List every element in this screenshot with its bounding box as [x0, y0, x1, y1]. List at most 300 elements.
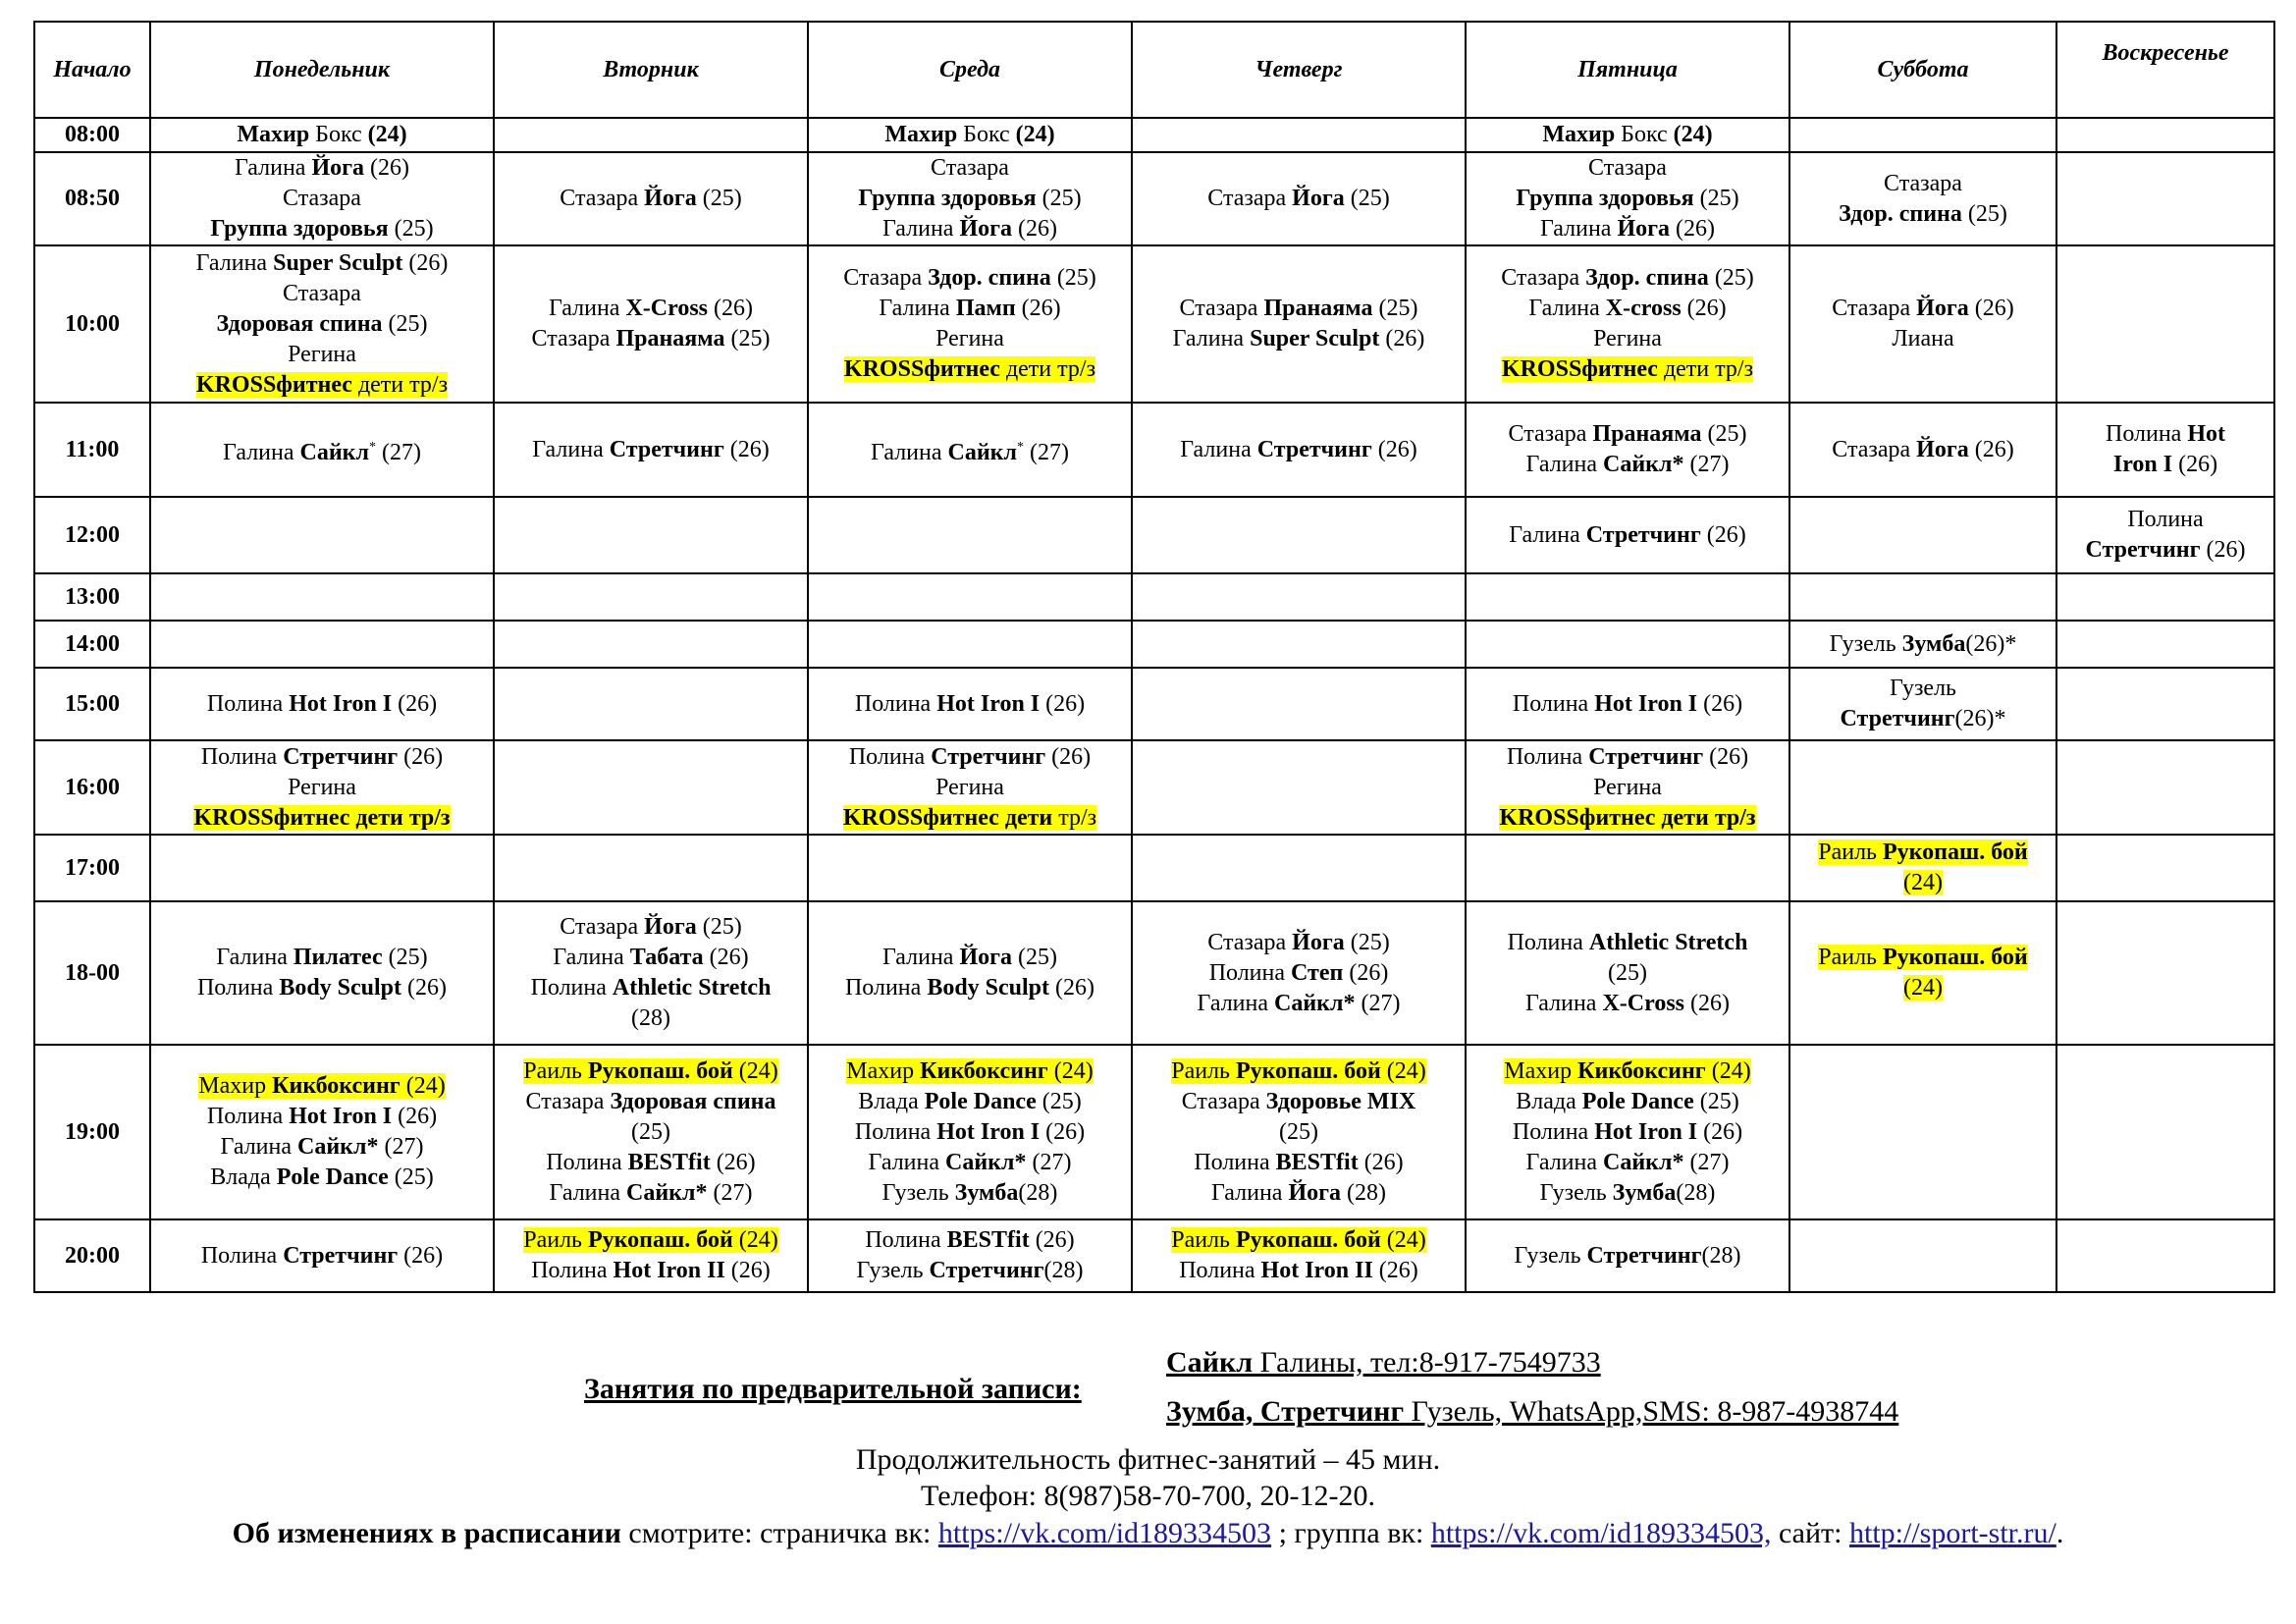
class-line	[1139, 958, 1459, 989]
zumba-booking-line	[1166, 1395, 1898, 1429]
class-line	[815, 1087, 1125, 1117]
class-text: Влада	[1516, 1088, 1582, 1114]
schedule-row	[34, 740, 2274, 835]
class-line	[501, 1056, 801, 1087]
class-name: Pole Dance	[1581, 1088, 1694, 1114]
time-cell: 16:00	[34, 740, 150, 835]
time-cell: 11:00	[34, 403, 150, 497]
class-name: Группа здоровья	[1516, 186, 1694, 211]
class-cell-monday	[150, 152, 494, 245]
changes-note: Об изменениях в расписании смотрите: страничка вк: https://vk.com/id189334503 ; группа вк: https://vk.com/id189334503, сайт: http://sport-str.ru/.	[232, 1517, 2064, 1549]
class-line	[157, 689, 487, 720]
schedule-row	[34, 152, 2274, 245]
class-cell-thursday	[1132, 403, 1466, 497]
class-text: Раиль	[523, 1227, 588, 1253]
class-cell-wednesday	[808, 1045, 1132, 1219]
class-text: (26)	[1697, 1118, 1743, 1145]
class-text: (25)	[696, 186, 742, 211]
class-cell-monday	[150, 497, 494, 573]
class-line	[2063, 535, 2268, 566]
class-name: Здор. спина	[1839, 200, 1962, 227]
class-name: Группа здоровья	[858, 186, 1037, 211]
class-text: (25)	[631, 1118, 670, 1145]
class-text: Галина	[871, 439, 948, 465]
class-name: Кикбоксинг	[1577, 1057, 1706, 1084]
class-text: Полина	[200, 1242, 284, 1269]
class-name: Athletic Stretch	[612, 975, 772, 1001]
class-text: Стазара	[525, 1088, 611, 1114]
class-line	[815, 1148, 1125, 1178]
class-line	[815, 263, 1125, 294]
class-cell-saturday	[1789, 1219, 2056, 1292]
class-name: Стретчинг	[1585, 521, 1701, 548]
class-cell-thursday	[1132, 152, 1466, 245]
class-cell-friday	[1466, 621, 1789, 668]
class-line	[157, 214, 487, 244]
class-cell-friday	[1466, 497, 1789, 573]
class-cell-thursday	[1132, 621, 1466, 668]
class-line	[1796, 943, 2050, 973]
class-text: Раиль	[1818, 839, 1883, 865]
class-text: Полина	[2127, 507, 2204, 532]
class-cell-tuesday	[494, 1045, 808, 1219]
class-name: Сайкл*	[626, 1179, 708, 1206]
class-line	[1472, 214, 1783, 244]
class-name: Pole Dance	[924, 1088, 1037, 1114]
class-text: (25)	[1708, 265, 1754, 291]
class-text: (24)	[1903, 975, 1943, 1001]
class-name: Здор. спина	[928, 265, 1051, 291]
class-text: (25)	[696, 914, 742, 940]
class-name: Здоровая спина	[216, 310, 383, 337]
class-text: Бокс	[957, 122, 1016, 147]
class-text: Гузель	[1539, 1179, 1613, 1206]
class-cell-tuesday	[494, 573, 808, 621]
class-line	[157, 1132, 487, 1163]
class-text: (26)	[2172, 452, 2218, 477]
class-line	[501, 184, 801, 214]
class-line	[501, 912, 801, 943]
class-name: Йога	[1916, 436, 1969, 462]
class-text: (26)	[1703, 743, 1749, 770]
class-text: Стазара	[1884, 170, 1962, 196]
class-name: Hot Iron I	[289, 690, 393, 717]
class-line	[157, 1241, 487, 1272]
header-day-wednesday: Среда	[808, 22, 1132, 118]
class-name: Рукопаш. бой	[588, 1227, 733, 1253]
class-line	[815, 773, 1125, 803]
class-cell-tuesday	[494, 668, 808, 740]
class-line	[1139, 928, 1459, 958]
class-text: Галина	[868, 1149, 946, 1175]
class-line	[1796, 324, 2050, 354]
class-name: Йога	[311, 155, 365, 181]
schedule-row	[34, 403, 2274, 497]
class-text: (26)	[1684, 990, 1730, 1016]
class-name: BESTfit	[946, 1227, 1030, 1253]
class-name: Махир	[1542, 122, 1616, 147]
class-text: Галина	[879, 296, 956, 321]
class-line	[501, 943, 801, 973]
class-name: Махир	[884, 122, 958, 147]
class-cell-sunday	[2056, 621, 2274, 668]
class-name: Зумба	[954, 1179, 1019, 1206]
class-text: (24)	[732, 1057, 778, 1084]
class-cell-thursday	[1132, 573, 1466, 621]
schedule-row	[34, 668, 2274, 740]
class-text: Раиль	[1171, 1057, 1236, 1084]
class-text: Стазара	[1207, 186, 1293, 211]
class-text: (26)	[1700, 521, 1746, 548]
class-cell-monday	[150, 573, 494, 621]
class-text: Галина	[216, 945, 294, 970]
class-cell-saturday	[1789, 245, 2056, 403]
class-cell-saturday	[1789, 621, 2056, 668]
class-name: KROSSфитнес дети тр/з	[1499, 804, 1756, 831]
class-line	[815, 153, 1125, 184]
class-name: Кикбоксинг	[920, 1057, 1048, 1084]
class-cell-monday	[150, 403, 494, 497]
class-line	[815, 803, 1125, 834]
class-text: Галина	[1539, 216, 1618, 242]
class-line	[501, 1003, 801, 1034]
class-text: (27)	[1355, 990, 1401, 1016]
class-cell-wednesday	[808, 573, 1132, 621]
class-text: (28)	[1676, 1179, 1716, 1206]
class-text: Стазара	[1588, 155, 1667, 181]
class-cell-sunday	[2056, 497, 2274, 573]
class-cell-saturday	[1789, 835, 2056, 901]
class-text: (25)	[1012, 945, 1058, 970]
class-name: Здоровье MIX	[1265, 1088, 1416, 1114]
class-cell-tuesday	[494, 403, 808, 497]
class-text: дети тр/з	[1657, 356, 1754, 382]
header-day-friday: Пятница	[1466, 22, 1789, 118]
class-text: Полина	[1194, 1149, 1276, 1175]
class-name: Hot Iron I	[936, 690, 1041, 717]
class-cell-wednesday	[808, 835, 1132, 901]
class-text: (28)	[1701, 1242, 1741, 1269]
class-cell-wednesday	[808, 621, 1132, 668]
class-cell-wednesday	[808, 245, 1132, 403]
class-text: Полина	[1208, 959, 1292, 986]
class-text: Полина	[530, 975, 613, 1001]
class-line	[1472, 689, 1783, 720]
class-text: (25)	[1372, 296, 1418, 321]
class-text: (26)	[402, 249, 449, 276]
class-cell-thursday	[1132, 245, 1466, 403]
class-line	[157, 370, 487, 401]
class-line	[1796, 674, 2050, 704]
class-cell-tuesday	[494, 1219, 808, 1292]
class-name: Здоровая спина	[610, 1088, 776, 1114]
class-text: Полина	[206, 690, 290, 717]
class-line	[1472, 520, 1783, 551]
class-text: тр/з	[1052, 804, 1097, 831]
class-text: Стазара	[1179, 296, 1264, 321]
class-line	[1139, 294, 1459, 324]
class-name: Hot Iron II	[1260, 1258, 1373, 1283]
class-text: *	[1016, 439, 1024, 455]
class-text: (26)	[364, 155, 410, 181]
cycle-contact: Галины, тел:8-917-7549733	[1253, 1346, 1601, 1379]
class-text: (27)	[1683, 1149, 1730, 1175]
class-text: (26)	[392, 1104, 438, 1129]
vk-group-link[interactable]: https://vk.com/id189334503,	[1430, 1517, 1772, 1549]
schedule-row	[34, 573, 2274, 621]
class-line	[815, 1225, 1125, 1256]
class-cell-tuesday	[494, 901, 808, 1045]
class-text: Стазара	[843, 265, 929, 291]
class-cell-monday	[150, 245, 494, 403]
class-text: (26)*	[1965, 630, 2017, 657]
header-day-saturday: Суббота	[1789, 22, 2056, 118]
class-cell-saturday	[1789, 1045, 2056, 1219]
class-text: Регина	[288, 774, 356, 800]
class-text: (26)	[1697, 690, 1743, 717]
class-name: Йога	[644, 914, 697, 940]
class-text: Полина	[1507, 929, 1589, 955]
class-cell-sunday	[2056, 118, 2274, 152]
class-name: Hot Iron I	[936, 1118, 1041, 1145]
class-text: дети тр/з	[999, 356, 1096, 382]
class-cell-thursday	[1132, 1219, 1466, 1292]
class-text: Стазара	[1207, 929, 1293, 955]
class-name: Сайкл	[947, 439, 1017, 465]
class-name: Йога	[1916, 296, 1969, 321]
class-text: Полина	[1179, 1258, 1261, 1283]
class-text: (25)	[382, 310, 428, 337]
class-cell-friday	[1466, 403, 1789, 497]
class-line	[157, 153, 487, 184]
class-line	[501, 1178, 801, 1209]
class-text: (26)	[1040, 690, 1086, 717]
time-cell: 19:00	[34, 1045, 150, 1219]
class-text: дети тр/з	[351, 371, 449, 398]
time-cell: 18-00	[34, 901, 150, 1045]
class-line	[1139, 1087, 1459, 1117]
class-text: (25)	[1961, 200, 2007, 227]
class-name: Рукопаш. бой	[1236, 1227, 1381, 1253]
class-name: Йога	[959, 945, 1013, 970]
class-name: Рукопаш. бой	[1882, 839, 2028, 865]
class-cell-friday	[1466, 118, 1789, 152]
class-line	[815, 324, 1125, 354]
class-line	[157, 1071, 487, 1102]
class-line	[1796, 169, 2050, 199]
site-link[interactable]: http://sport-str.ru/	[1848, 1517, 2056, 1549]
class-cell-wednesday	[808, 1219, 1132, 1292]
class-text: (28)	[1043, 1258, 1084, 1283]
class-text: Стазара	[283, 280, 361, 306]
class-text: (28)	[631, 1005, 670, 1031]
class-cell-tuesday	[494, 740, 808, 835]
class-line	[1139, 1225, 1459, 1256]
class-line	[1139, 1148, 1459, 1178]
schedule-row	[34, 118, 2274, 152]
class-line	[1472, 419, 1783, 450]
class-text: (26)	[2200, 537, 2246, 563]
class-line	[1796, 199, 2050, 230]
class-line	[1472, 354, 1783, 385]
class-text: (26)	[1372, 1258, 1418, 1283]
class-name: X-cross	[1605, 296, 1682, 321]
class-text: Раиль	[1171, 1227, 1236, 1253]
class-cell-friday	[1466, 901, 1789, 1045]
class-name: Здор. спина	[1585, 265, 1709, 291]
class-line	[1796, 838, 2050, 868]
class-text: Стазара	[531, 326, 616, 352]
vk-page-link[interactable]: https://vk.com/id189334503	[937, 1517, 1272, 1549]
class-line	[157, 340, 487, 370]
class-text: Лиана	[1892, 326, 1954, 352]
class-name: Hot Iron I	[1594, 690, 1698, 717]
time-cell: 17:00	[34, 835, 150, 901]
class-line	[157, 742, 487, 773]
class-cell-thursday	[1132, 118, 1466, 152]
class-name: Пранаяма	[1263, 296, 1373, 321]
schedule-row	[34, 1219, 2274, 1292]
class-name: Махир	[237, 122, 310, 147]
changes-bold: Об изменениях в расписании	[232, 1517, 621, 1549]
class-cell-thursday	[1132, 1045, 1466, 1219]
class-name: Пранаяма	[1592, 421, 1702, 447]
class-text: (27)	[378, 1134, 424, 1160]
class-line	[1796, 294, 2050, 324]
class-name: Йога	[1292, 186, 1345, 211]
class-text: (26)	[1968, 296, 2014, 321]
schedule-row	[34, 835, 2274, 901]
class-line	[1139, 1178, 1459, 1209]
class-cell-sunday	[2056, 740, 2274, 835]
class-text: Стазара	[1501, 265, 1586, 291]
class-name: Athletic Stretch	[1588, 929, 1748, 955]
class-text: Стазара	[1508, 421, 1593, 447]
class-text: (24)	[1047, 1057, 1094, 1084]
class-cell-monday	[150, 118, 494, 152]
cycle-bold: Сайкл	[1166, 1346, 1254, 1379]
class-cell-saturday	[1789, 901, 2056, 1045]
class-text: Галина	[1172, 326, 1251, 352]
class-text: Гузель	[1889, 676, 1956, 701]
class-cell-saturday	[1789, 497, 2056, 573]
class-text: (26)	[398, 1242, 444, 1269]
class-text: Раиль	[523, 1057, 588, 1084]
class-cell-saturday	[1789, 403, 2056, 497]
class-text: Полина	[546, 1149, 628, 1175]
class-text: Полина	[1512, 690, 1595, 717]
class-name: Йога	[644, 186, 697, 211]
class-name: BESTfit	[1275, 1149, 1359, 1175]
class-line	[1472, 263, 1783, 294]
class-text: (26)	[1670, 216, 1716, 242]
class-line	[815, 120, 1125, 150]
class-line	[815, 1056, 1125, 1087]
class-cell-sunday	[2056, 668, 2274, 740]
time-cell: 15:00	[34, 668, 150, 740]
class-cell-tuesday	[494, 245, 808, 403]
class-name: Памп	[955, 296, 1016, 321]
class-cell-sunday	[2056, 245, 2274, 403]
class-line	[1139, 184, 1459, 214]
class-name: Стретчинг	[1586, 1242, 1702, 1269]
class-text: (24)	[1903, 870, 1943, 895]
class-line	[2063, 505, 2268, 535]
class-text: Стазара	[560, 914, 645, 940]
class-cell-wednesday	[808, 668, 1132, 740]
class-name: Стретчинг	[931, 743, 1046, 770]
class-name: X-Cross	[625, 296, 709, 321]
time-cell: 13:00	[34, 573, 150, 621]
class-text: (26)	[723, 436, 770, 462]
class-text: Раиль	[1818, 945, 1883, 970]
schedule-table	[33, 21, 2275, 1293]
class-line	[1139, 324, 1459, 354]
class-text: Регина	[288, 341, 356, 367]
class-text: (26)	[1358, 1149, 1404, 1175]
class-text: (26)	[392, 690, 438, 717]
class-line	[1796, 704, 2050, 734]
class-name: Body Sculpt	[927, 975, 1050, 1001]
class-text: Махир	[198, 1073, 273, 1099]
class-cell-monday	[150, 901, 494, 1045]
class-line	[1796, 435, 2050, 465]
class-line	[157, 1163, 487, 1193]
class-line	[157, 973, 487, 1003]
class-cell-wednesday	[808, 152, 1132, 245]
class-line	[1796, 868, 2050, 898]
class-name: Сайкл	[299, 439, 369, 465]
class-line	[815, 689, 1125, 720]
class-line	[501, 1225, 801, 1256]
class-name: KROSSфитнес дети тр/з	[193, 804, 451, 831]
class-line	[815, 943, 1125, 973]
class-name: Пилатес	[293, 945, 383, 970]
class-line	[815, 354, 1125, 385]
class-text: Полина	[865, 1227, 947, 1253]
class-cell-thursday	[1132, 668, 1466, 740]
class-text: Бокс	[309, 122, 368, 147]
class-text: Гузель	[1829, 630, 1902, 657]
class-text: Полина	[2105, 421, 2188, 447]
class-text: Стазара	[1832, 296, 1917, 321]
class-line	[815, 1256, 1125, 1286]
header-day-sunday: Воскресенье	[2056, 22, 2274, 118]
class-line	[1139, 989, 1459, 1019]
class-line	[501, 1117, 801, 1148]
class-line	[1472, 324, 1783, 354]
class-cell-sunday	[2056, 403, 2274, 497]
class-line	[157, 120, 487, 150]
class-line	[1472, 773, 1783, 803]
class-line	[815, 973, 1125, 1003]
class-name: Стретчинг	[1588, 743, 1704, 770]
class-text: (24)	[400, 1073, 446, 1099]
class-text: Полина	[200, 743, 284, 770]
class-line	[157, 773, 487, 803]
schedule-row	[34, 1045, 2274, 1219]
time-cell: 08:50	[34, 152, 150, 245]
class-line	[1139, 1056, 1459, 1087]
time-cell: 10:00	[34, 245, 150, 403]
class-name: Hot	[2187, 421, 2225, 447]
class-text: (26)	[1049, 975, 1095, 1001]
class-cell-friday	[1466, 1045, 1789, 1219]
class-text: (26)	[708, 296, 753, 321]
class-text: Полина	[206, 1104, 290, 1129]
class-line	[1472, 1241, 1783, 1272]
class-text: (25)	[1608, 959, 1647, 986]
